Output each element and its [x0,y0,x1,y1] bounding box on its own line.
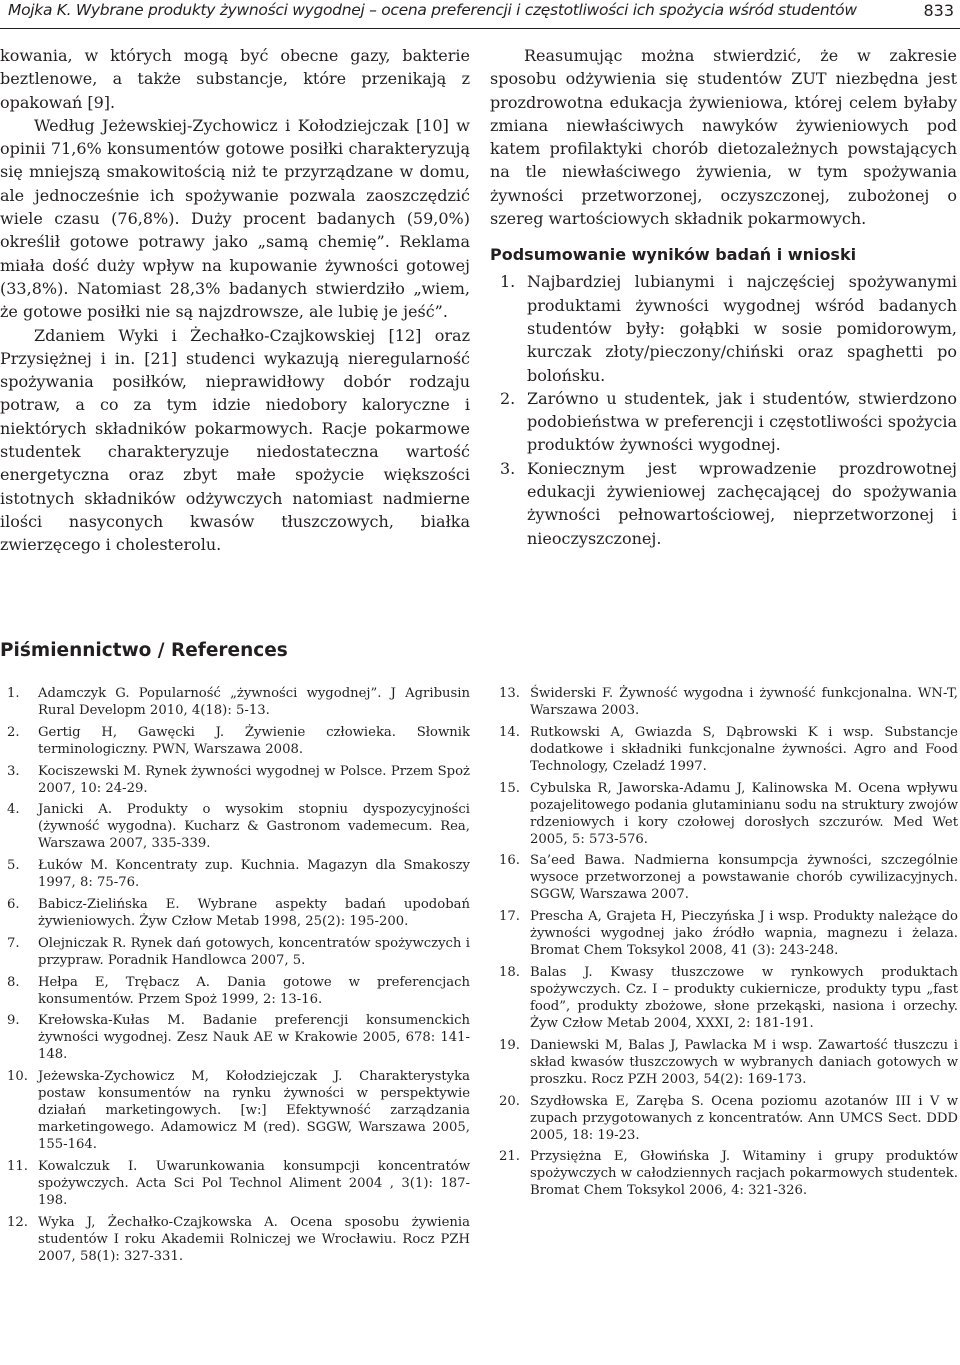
reference-number: 20. [499,1093,520,1109]
reference-text: Janicki A. Produkty o wysokim stopniu dyspozycyjności (żywność wygodna). Kucharz & Gastronom vademecum. Rea, Warszawa 2007, 335-339. [38,802,470,852]
reference-text: Kociszewski M. Rynek żywności wygodnej w Polsce. Przem Spoż 2007, 10: 24-29. [38,763,470,796]
body-paragraph: Według Jeżewskiej-Zychowicz i Kołodziejczak [10] w opinii 71,6% konsumentów gotowe posiłki charakteryzują się mniejszą smakowitością niż te przyrządzane w domu, ale jednocześnie ich spożywanie pozwala zaoszczędzić wiele czasu (76,8%). Duży procent badanych (59,0%) określił gotowe potrawy jako „samą chemię”. Reklama miała dość duży wpływ na kupowanie żywności gotowej (33,8%). Natomiast 28,3% badanych stwierdziło „wiem, że gotowe posiłki nie są najzdrowsze, ale lubię je jeść”. [0,115,470,322]
reference-number: 8. [7,974,20,990]
reference-number: 9. [7,1013,20,1029]
running-title: Mojka K. Wybrane produkty żywności wygodnej – ocena preferencji i częstotliwości ich spożycia wśród studentów [8,1,857,19]
reference-number: 3. [7,763,20,779]
reference-text: Wyka J, Żechałko-Czajkowska A. Ocena sposobu żywienia studentów I roku Akademii Rolniczej we Wrocławiu. Rocz PZH 2007, 58(1): 327-331. [38,1214,470,1264]
reference-number: 21. [499,1149,520,1165]
references-list-right [492,685,958,1204]
reference-item [0,801,470,852]
reference-item [0,935,470,969]
reference-number: 7. [7,935,20,951]
reference-number: 11. [7,1158,28,1174]
reference-number: 16. [499,853,520,869]
reference-text: Krełowska-Kułas M. Badanie preferencji konsumenckich żywności wygodnej. Zesz Nauk AE w Krakowie 2005, 678: 141-148. [38,1013,470,1063]
body-paragraph: Reasumując można stwierdzić, że w zakresie sposobu odżywienia się studentów ZUT niezbędna jest prozdrowotna edukacja żywieniowa, której celem byłaby zmiana niewłaściwych nawyków żywieniowych pod katem profilaktyki chorób dietozależnych powstających na tle niewłaściwego żywienia, w tym spożywania żywności przetworzonej, oczyszczonej, zubożonej o szereg wartościowych składnik pokarmowych. [490,46,957,229]
reference-text: Hełpa E, Trębacz A. Dania gotowe w preferencjach konsumentów. Przem Spoż 1999, 2: 13-16. [38,974,470,1007]
section-heading: Podsumowanie wyników badań i wnioski [490,245,857,265]
reference-text: Szydłowska E, Zaręba S. Ocena poziomu azotanów III i V w zupach przygotowanych z koncentratów. Ann UMCS Sect. DDD 2005, 18: 19-23. [530,1093,958,1143]
body-paragraph: Zdaniem Wyki i Żechałko-Czajkowskiej [12] oraz Przysiężnej i in. [21] studenci wykazują nieregularność spożywania posiłków, nieprawidłowy dobór rodzaju potraw, a co za tym idzie niedobory kaloryczne i niektórych składników pokarmowych. Racje pokarmowe studentek charakteryzuje niedostateczna wartość energetyczna oraz zbyt małe spożycie większości istotnych składników odżywczych natomiast nadmierne ilości nasyconych kwasów tłuszczowych, białka zwierzęcego i cholesterolu. [0,325,470,555]
reference-item [492,908,958,959]
conclusion-number: 1. [500,272,516,292]
reference-item [0,1214,470,1265]
reference-item [492,685,958,719]
reference-text: Jeżewska-Zychowicz M, Kołodziejczak J. Charakterystyka postaw konsumentów na rynku żywności w perspektywie działań marketingowych. [w:] Efektywność zarządzania marketingowego. Adamowicz M (red). SGGW, Warszawa 2005, 155-164. [38,1069,470,1153]
reference-item [492,1093,958,1144]
reference-item [0,763,470,797]
references-list-left [0,685,470,1270]
reference-text: Balas J. Kwasy tłuszczowe w rynkowych produktach spożywczych. Cz. I – produkty cukiernicze, produkty typu „fast food”, produkty zbożowe, słone przekąski, nasiona i orzechy. Żyw Człow Metab 2004, XXXI, 2: 181-191. [530,964,958,1031]
conclusion-number: 3. [500,458,516,478]
reference-item [0,685,470,719]
reference-text: Adamczyk G. Popularność „żywności wygodnej”. J Agribusin Rural Developm 2010, 4(18): 5-13. [38,686,470,718]
conclusion-text: Najbardziej lubianymi i najczęściej spożywanymi produktami żywności wygodnej wśród badanych studentów były: gołąbki w sosie pomidorowym, kurczak złoty/pieczony/chiński oraz spaghetti po bolońsku. [527,272,957,385]
reference-item [492,1037,958,1088]
reference-text: Świderski F. Żywność wygodna i żywność funkcjonalna. WN-T, Warszawa 2003. [530,686,958,718]
reference-text: Gertig H, Gawęcki J. Żywienie człowieka. Słownik terminologiczny. PWN, Warszawa 2008. [38,724,470,757]
reference-number: 13. [499,686,520,701]
reference-number: 12. [7,1214,28,1230]
reference-number: 14. [499,724,520,740]
reference-item [492,852,958,903]
reference-item [492,964,958,1032]
reference-number: 1. [7,686,20,701]
reference-number: 19. [499,1037,520,1053]
reference-item [0,896,470,930]
reference-text: Sa’eed Bawa. Nadmierna konsumpcja żywności, szczególnie wysoce przetworzonej a powstawanie chorób cywilizacyjnych. SGGW, Warszawa 2007. [530,853,958,903]
reference-text: Przysiężna E, Głowińska J. Witaminy i grupy produktów spożywczych w całodziennych racjach pokarmowych studentek. Bromat Chem Toksykol 2006, 4: 321-326. [530,1149,958,1199]
conclusion-item [490,270,957,386]
reference-text: Łuków M. Koncentraty zup. Kuchnia. Magazyn dla Smakoszy 1997, 8: 75-76. [38,858,470,891]
reference-text: Cybulska R, Jaworska-Adamu J, Kalinowska M. Ocena wpływu pozajelitowego podania glutaminianu sodu na struktury zwojów rdzeniowych i kory czołowej dorosłych szczurów. Med Wet 2005, 5: 573-576. [530,780,958,847]
reference-number: 2. [7,724,20,740]
conclusions-list [490,270,957,550]
reference-number: 10. [7,1069,28,1085]
reference-item [0,724,470,758]
references-heading: Piśmiennictwo / References [0,640,288,661]
reference-text: Rutkowski A, Gwiazda S, Dąbrowski K i wsp. Substancje dodatkowe i składniki funkcjonalne żywności. Agro and Food Technology, Czeladź 1997. [530,724,958,774]
reference-item [492,780,958,848]
reference-item [0,974,470,1008]
reference-item [0,1068,470,1153]
reference-text: Kowalczuk I. Uwarunkowania konsumpcji koncentratów spożywczych. Acta Sci Pol Technol Aliment 2004 , 3(1): 187-198. [38,1158,470,1208]
conclusion-item [490,387,957,457]
reference-item [0,1012,470,1063]
conclusion-number: 2. [500,388,516,408]
reference-item [492,724,958,775]
conclusion-text: Koniecznym jest wprowadzenie prozdrowotnej edukacji żywieniowej zachęcającej do spożywania żywności pełnowartościowej, nieprzetworzonej i nieoczyszczonej. [527,458,957,548]
reference-text: Prescha A, Grajeta H, Pieczyńska J i wsp. Produkty należące do żywności wygodnej jako źródło wapnia, magnezu i żelaza. Bromat Chem Toksykol 2008, 41 (3): 243-248. [530,909,958,959]
reference-item [492,1148,958,1199]
reference-item [0,1158,470,1209]
reference-number: 4. [7,802,20,818]
reference-text: Daniewski M, Balas J, Pawlacka M i wsp. Zawartość tłuszczu i skład kwasów tłuszczowych w wybranych daniach gotowych w proszku. Rocz PZH 2003, 54(2): 169-173. [530,1037,958,1087]
reference-item [0,857,470,891]
page-number: 833 [923,1,954,20]
reference-number: 15. [499,780,520,796]
running-header [0,0,960,29]
reference-number: 18. [499,964,520,980]
reference-number: 5. [7,858,20,874]
reference-number: 6. [7,896,20,912]
right-text-column [490,44,957,550]
reference-text: Olejniczak R. Rynek dań gotowych, koncentratów spożywczych i przypraw. Poradnik Handlowca 2007, 5. [38,935,470,968]
reference-number: 17. [499,909,520,925]
conclusion-text: Zarówno u studentek, jak i studentów, stwierdzono podobieństwa w preferencji i częstotliwości spożycia produktów żywności wygodnej. [527,388,957,455]
left-text-column [0,44,470,557]
body-paragraph: kowania, w których mogą być obecne gazy, bakterie beztlenowe, a także substancje, które przenikają z opakowań [9]. [0,46,470,112]
reference-text: Babicz-Zielińska E. Wybrane aspekty badań upodobań żywieniowych. Żyw Człow Metab 1998, 25(2): 195-200. [38,896,470,929]
conclusion-item [490,457,957,550]
